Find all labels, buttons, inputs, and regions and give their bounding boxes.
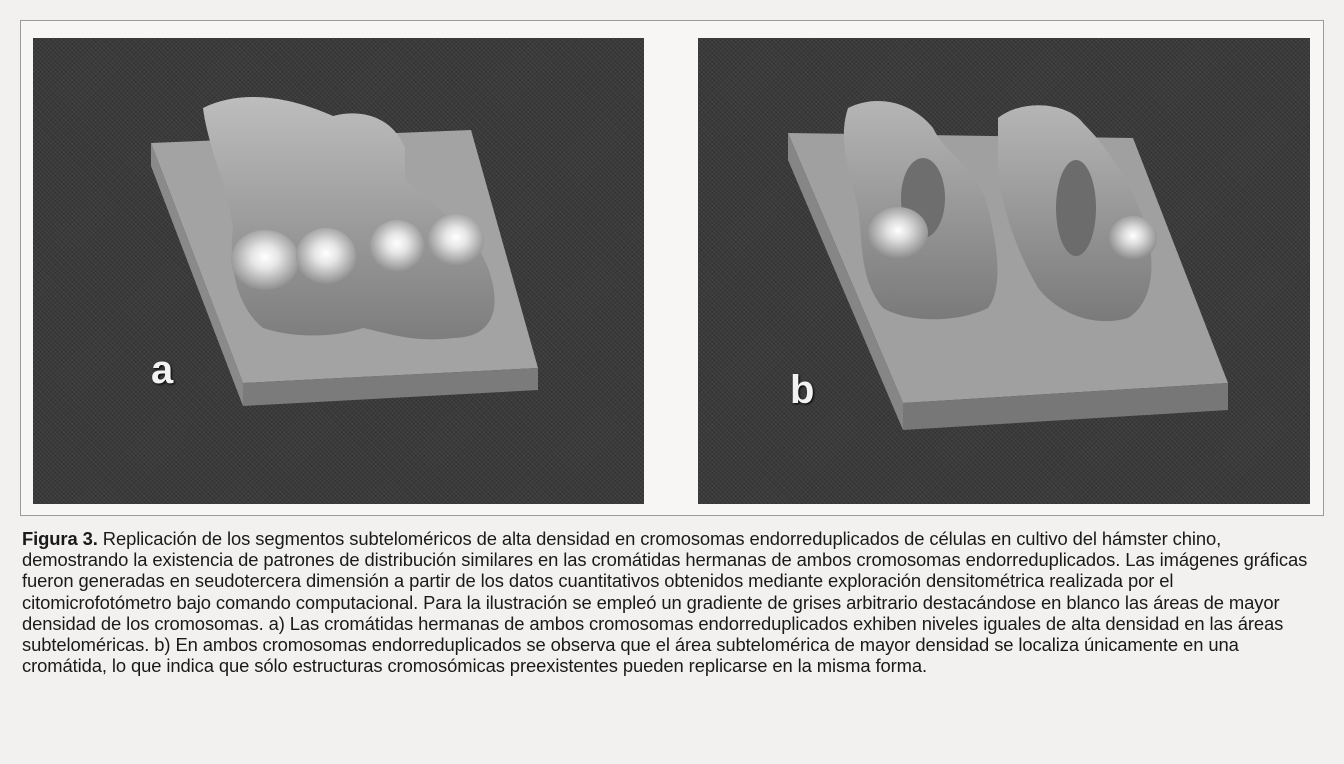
highlight-left — [868, 207, 928, 259]
highlight-right — [1109, 216, 1157, 260]
panel-a-image — [33, 38, 644, 504]
panel-a-label: a — [151, 348, 174, 392]
figure-caption — [22, 528, 1324, 676]
panel-b-image — [698, 38, 1310, 504]
highlight-2 — [296, 228, 356, 284]
panel-b-label: b — [790, 368, 815, 412]
highlight-3 — [370, 220, 424, 272]
panel-a-render — [33, 38, 644, 504]
highlight-1 — [231, 230, 299, 290]
figure-label: Figura 3. — [22, 528, 98, 549]
caption-text: Replicación de los segmentos subteloméricos de alta densidad en cromosomas endorreduplicados de células en cultivo del hámster chino, demostrando la existencia de patrones de distribución similares en las cromátidas hermanas de ambos cromosomas endorreduplicados. Las imágenes gráficas fueron generadas en seudotercera dimensión a partir de los datos cuantitativos obtenidos mediante exploración densitométrica realizada por el citomicrofotómetro bajo comando computacional. Para la ilustración se empleó un gradiente de grises arbitrario destacándose en blanco las áreas de mayor densidad de los cromosomas. a) Las cromátidas hermanas de ambos cromosomas endorreduplicados exhiben niveles iguales de alta densidad en las áreas subteloméricas. b) En ambos cromosomas endorreduplicados se observa que el área subtelomérica de mayor densidad se localiza únicamente en una cromátida, lo que indica que sólo estructuras cromosómicas preexistentes pueden replicarse en la misma forma. — [22, 528, 1308, 677]
panel-b-render — [698, 38, 1310, 504]
chromosome-right-hole — [1056, 160, 1096, 256]
highlight-4 — [428, 214, 484, 266]
